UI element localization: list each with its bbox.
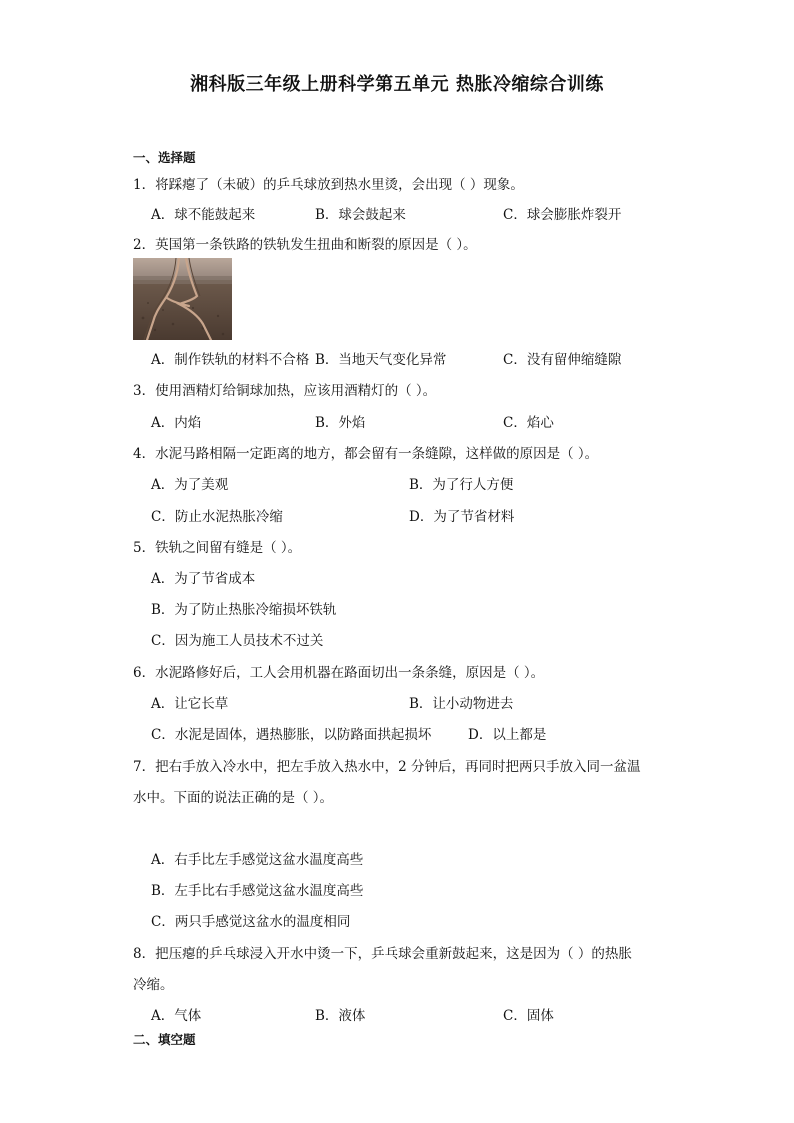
q4-option-d: D．为了节省材料: [409, 509, 515, 525]
q5-option-b: B．为了防止热胀冷缩损坏铁轨: [151, 602, 337, 618]
page-title: 湘科版三年级上册科学第五单元 热胀冷缩综合训练: [190, 74, 604, 95]
q5-option-a: A．为了节省成本: [151, 571, 256, 587]
q2-option-a: A．制作铁轨的材料不合格: [151, 352, 310, 368]
q1-option-c: C．球会膨胀炸裂开: [503, 207, 622, 223]
q3-option-b: B．外焰: [315, 415, 366, 431]
q5-option-c: C．因为施工人员技术不过关: [151, 633, 324, 649]
question-8-line-1: 8．把压瘪的乒乓球浸入开水中烫一下，乒乓球会重新鼓起来，这是因为（ ）的热胀: [133, 946, 632, 962]
q6-option-a: A．让它长草: [151, 696, 229, 712]
section-heading-choice: 一、选择题: [133, 150, 196, 165]
rail-photo-drawing: [133, 258, 232, 340]
question-4: 4．水泥马路相隔一定距离的地方，都会留有一条缝隙，这样做的原因是（ ）。: [133, 446, 599, 462]
q4-option-b: B．为了行人方便: [409, 477, 514, 493]
q8-option-a: A．气体: [151, 1008, 202, 1024]
q7-option-a: A．右手比左手感觉这盆水温度高些: [151, 852, 364, 868]
q2-option-b: B．当地天气变化异常: [315, 352, 447, 368]
question-8-line-2: 冷缩。: [133, 977, 174, 993]
q7-option-b: B．左手比右手感觉这盆水温度高些: [151, 883, 364, 899]
q4-option-c: C．防止水泥热胀冷缩: [151, 509, 283, 525]
q3-option-a: A．内焰: [151, 415, 202, 431]
question-2: 2．英国第一条铁路的铁轨发生扭曲和断裂的原因是（ ）。: [133, 237, 477, 253]
q8-option-c: C．固体: [503, 1008, 554, 1024]
q1-option-a: A．球不能鼓起来: [151, 207, 256, 223]
q6-option-b: B．让小动物进去: [409, 696, 514, 712]
question-5: 5．铁轨之间留有缝是（ ）。: [133, 540, 302, 556]
q7-option-c: C．两只手感觉这盆水的温度相同: [151, 914, 351, 930]
section-heading-fill: 二、填空题: [133, 1032, 196, 1047]
q3-option-c: C．焰心: [503, 415, 554, 431]
q8-option-b: B．液体: [315, 1008, 366, 1024]
q6-option-d: D．以上都是: [468, 727, 547, 743]
question-3: 3．使用酒精灯给铜球加热，应该用酒精灯的（ ）。: [133, 383, 437, 399]
question-7-line-2: 水中。下面的说法正确的是（ ）。: [133, 790, 334, 806]
q6-option-c: C．水泥是固体，遇热膨胀，以防路面拱起损坏: [151, 727, 432, 743]
q4-option-a: A．为了美观: [151, 477, 229, 493]
q1-option-b: B．球会鼓起来: [315, 207, 406, 223]
question-7-line-1: 7．把右手放入冷水中，把左手放入热水中，2 分钟后，再同时把两只手放入同一盆温: [133, 759, 641, 775]
q2-option-c: C．没有留伸缩缝隙: [503, 352, 622, 368]
question-1: 1．将踩瘪了（未破）的乒乓球放到热水里烫，会出现（ ）现象。: [133, 177, 524, 193]
question-6: 6．水泥路修好后，工人会用机器在路面切出一条条缝，原因是（ ）。: [133, 665, 545, 681]
twisted-rail-track-photo: [133, 258, 232, 340]
